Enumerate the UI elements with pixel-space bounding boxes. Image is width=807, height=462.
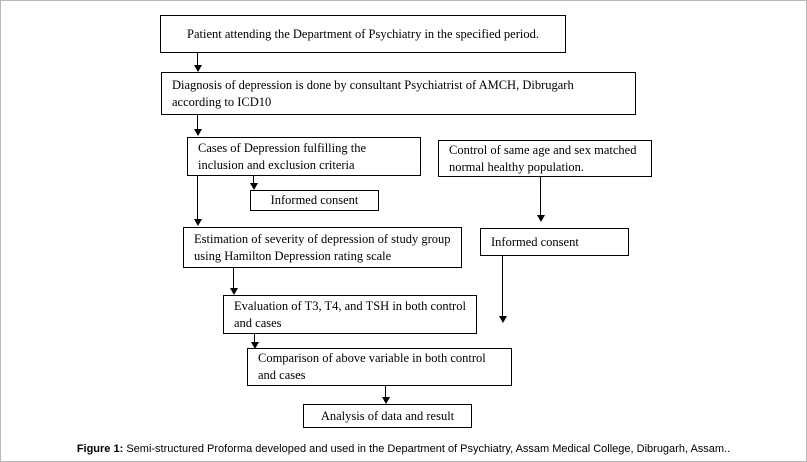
flow-node-control <box>438 140 652 177</box>
edge-diagnosis-cases-arrow <box>194 129 202 136</box>
flow-node-cases <box>187 137 421 176</box>
edge-control-consent-arrow <box>537 215 545 222</box>
flow-node-label: Informed consent <box>491 234 579 249</box>
edge-patients-diagnosis-arrow <box>194 65 202 72</box>
edge-consent-severity-arrow <box>194 219 202 226</box>
flow-node-consent-control <box>480 228 629 256</box>
flow-node-comparison <box>247 348 512 386</box>
flow-node-label: Informed consent <box>270 193 359 208</box>
edge-control-consent-line <box>540 177 541 220</box>
flow-node-evaluation <box>223 295 477 334</box>
edge-consent-control-evaluation-line <box>502 256 503 319</box>
flow-node-severity <box>183 227 462 268</box>
flow-node-label: Evaluation of T3, T4, and TSH in both control and cases <box>234 298 466 330</box>
flow-node-consent-cases <box>250 190 379 211</box>
flow-node-analysis <box>303 404 472 428</box>
flow-node-label: Comparison of above variable in both control and cases <box>258 351 486 382</box>
figure-caption <box>1 443 806 455</box>
edge-consent-severity-line <box>197 176 198 224</box>
flow-node-label: Patient attending the Department of Psychiatry in the specified period. <box>187 26 539 41</box>
flow-node-label: Analysis of data and result <box>320 408 455 423</box>
edge-comparison-analysis-arrow <box>382 397 390 404</box>
edge-consent-control-evaluation-arrow <box>499 316 507 323</box>
figure-caption-label: Figure 1: <box>76 443 124 455</box>
flow-node-label: Estimation of severity of depression of study group using Hamilton Depression rating scale <box>194 231 451 263</box>
flow-node-label: Cases of Depression fulfilling the inclusion and exclusion criteria <box>198 140 367 172</box>
edge-cases-consent-arrow <box>250 183 258 190</box>
flow-node-label: Diagnosis of depression is done by consultant Psychiatrist of AMCH, Dibrugarh according to ICD10 <box>172 77 574 109</box>
figure-caption-text: Semi-structured Proforma developed and used in the Department of Psychiatry, Assam Medical College, Dibrugarh, Assam.. <box>126 443 731 455</box>
flow-node-diagnosis <box>161 72 636 115</box>
edge-severity-evaluation-arrow <box>230 288 238 295</box>
flow-node-patients <box>160 15 566 53</box>
flow-node-label: Control of same age and sex matched normal healthy population. <box>449 142 637 174</box>
